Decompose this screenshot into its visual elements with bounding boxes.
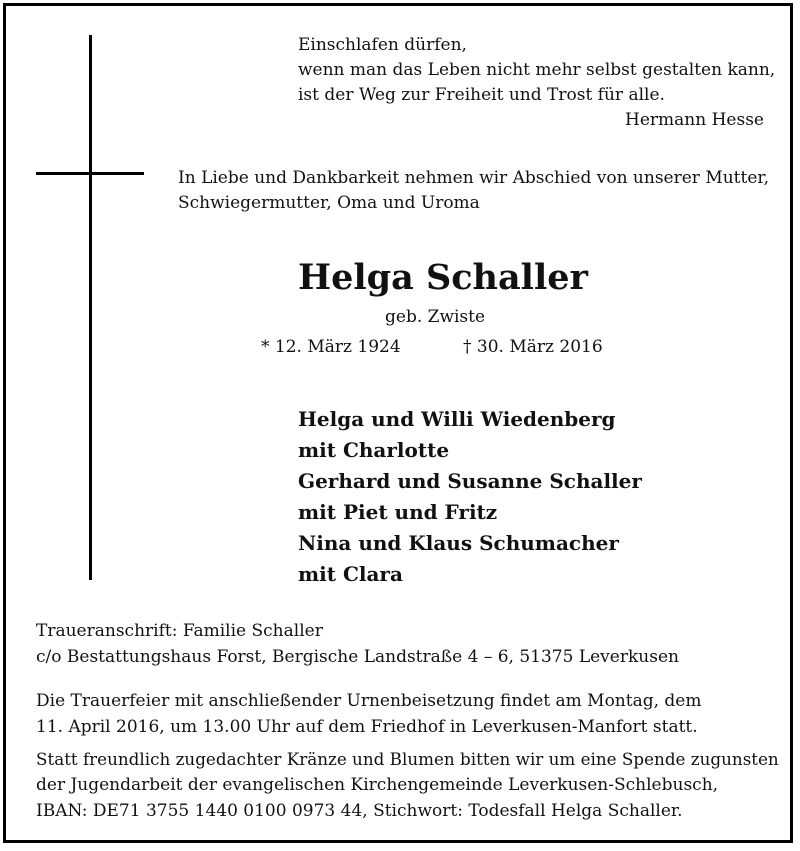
address-line-2: c/o Bestattungshaus Forst, Bergische Landstraße 4 – 6, 51375 Leverkusen xyxy=(36,647,679,667)
donation-line-2: der Jugendarbeit der evangelischen Kirchengemeinde Leverkusen-Schlebusch, xyxy=(36,775,719,795)
maiden-name: geb. Zwiste xyxy=(385,307,486,327)
intro-line-1: In Liebe und Dankbarkeit nehmen wir Abschied von unserer Mutter, xyxy=(178,168,770,188)
poem-author: Hermann Hesse xyxy=(625,110,764,130)
address-line-1: Traueranschrift: Familie Schaller xyxy=(36,621,323,641)
mourner-line-5: Nina und Klaus Schumacher xyxy=(298,531,619,555)
funeral-line-2: 11. April 2016, um 13.00 Uhr auf dem Friedhof in Leverkusen-Manfort statt. xyxy=(36,717,698,737)
intro-line-2: Schwiegermutter, Oma und Uroma xyxy=(178,193,480,213)
donation-line-1: Statt freundlich zugedachter Kränze und Blumen bitten wir um eine Spende zugunsten xyxy=(36,749,779,769)
donation-line-3: IBAN: DE71 3755 1440 0100 0973 44, Stichwort: Todesfall Helga Schaller. xyxy=(36,801,683,821)
poem-line-2: wenn man das Leben nicht mehr selbst gestalten kann, xyxy=(298,60,776,80)
poem-line-1: Einschlafen dürfen, xyxy=(298,35,467,55)
mourner-line-3: Gerhard und Susanne Schaller xyxy=(298,469,642,493)
funeral-line-1: Die Trauerfeier mit anschließender Urnenbeisetzung findet am Montag, dem xyxy=(36,691,702,711)
birth-date: * 12. März 1924 xyxy=(261,337,401,357)
cross-horizontal-bar xyxy=(36,172,144,175)
mourner-line-6: mit Clara xyxy=(298,562,403,586)
poem-line-3: ist der Weg zur Freiheit und Trost für alle. xyxy=(298,85,665,105)
mourner-line-2: mit Charlotte xyxy=(298,438,450,462)
mourner-line-4: mit Piet und Fritz xyxy=(298,500,498,524)
death-date: † 30. März 2016 xyxy=(463,337,603,357)
cross-vertical-bar xyxy=(89,35,92,580)
deceased-name: Helga Schaller xyxy=(298,257,588,298)
mourner-line-1: Helga und Willi Wiedenberg xyxy=(298,407,616,431)
